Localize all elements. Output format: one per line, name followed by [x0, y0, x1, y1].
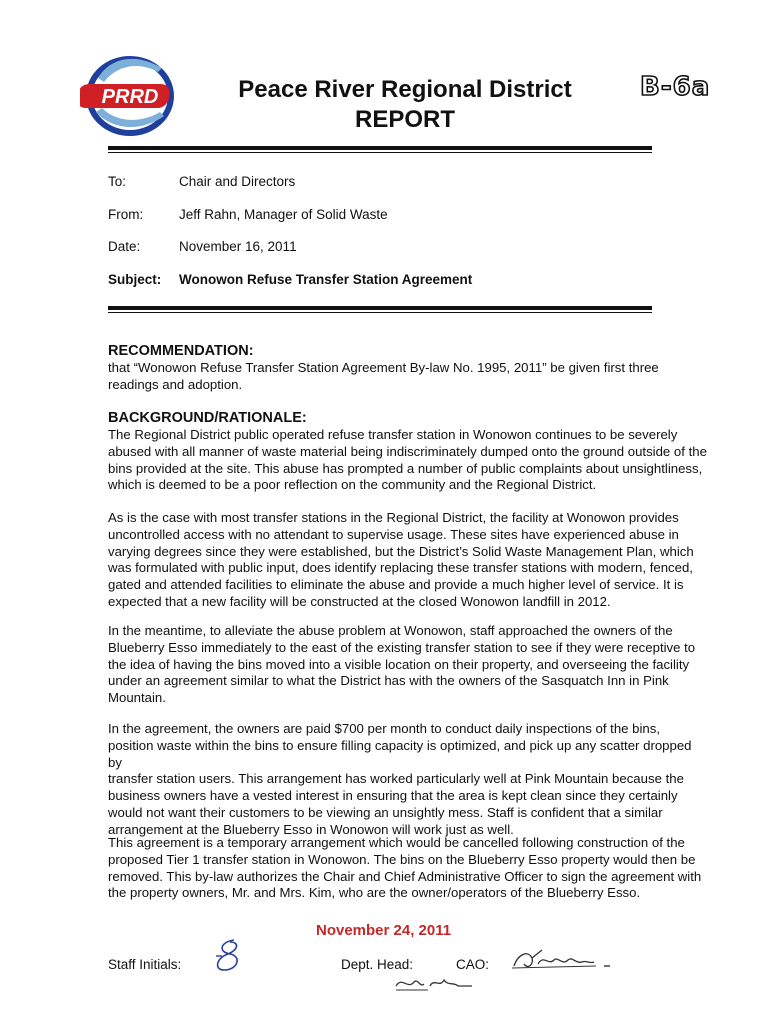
- text-line: which is deemed to be a poor reflection on the community and the Regional District.: [108, 477, 597, 493]
- subject-value: Wonowon Refuse Transfer Station Agreement: [179, 272, 473, 287]
- text-line: In the agreement, the owners are paid $700 per month to conduct daily inspections of the bins,: [108, 721, 661, 736]
- cao-signature: [508, 944, 612, 976]
- background-paragraph-5: [108, 835, 708, 902]
- dept-head-signature: [392, 970, 476, 996]
- text-line: gated and attended facilities to eliminate the abuse and provide a much higher level of service. It is: [108, 577, 684, 593]
- from-label: From:: [108, 207, 144, 222]
- background-paragraph-1: [108, 427, 708, 494]
- text-line: abused with all manner of waste material being indiscriminately dumped onto the ground outside of the: [108, 443, 707, 459]
- subject-label: Subject:: [108, 272, 162, 287]
- background-heading: BACKGROUND/RATIONALE:: [108, 410, 307, 426]
- background-paragraph-4: [108, 721, 708, 839]
- text-line: the property owners, Mr. and Mrs. Kim, who are the owner/operators of the Blueberry Esso.: [108, 885, 641, 901]
- text-line: Mountain.: [108, 690, 166, 706]
- staff-initials-signature: [208, 936, 248, 976]
- text-line: that “Wonowon Refuse Transfer Station Agreement By-law No. 1995, 2011” be given first three: [108, 360, 659, 375]
- text-line: The Regional District public operated refuse transfer station in Wonowon continues to be severely: [108, 427, 678, 442]
- date-value: November 16, 2011: [179, 239, 297, 254]
- memo-divider: [108, 306, 652, 310]
- text-line: As is the case with most transfer stations in the Regional District, the facility at Wonowon provides: [108, 510, 679, 525]
- text-line: transfer station users. This arrangement has worked particularly well at Pink Mountain because the: [108, 771, 684, 787]
- report-org-title: Peace River Regional District: [238, 76, 572, 103]
- document-code: B-6a: [640, 72, 711, 102]
- text-line: removed. This by-law authorizes the Chair and Chief Administrative Officer to sign the agreement with: [108, 868, 702, 884]
- received-date-stamp: November 24, 2011: [316, 922, 452, 939]
- text-line: the idea of having the bins moved into a visible location on their property, and overseeing the facility: [108, 656, 690, 672]
- cao-label: CAO:: [456, 957, 490, 972]
- text-line: This agreement is a temporary arrangement which would be cancelled following construction of the: [108, 835, 685, 850]
- prrd-logo: [80, 48, 180, 140]
- text-line: bins provided at the site. This abuse has prompted a number of public complaints about unsightliness,: [108, 460, 703, 476]
- text-line: uncontrolled access with no attendant to supervise usage. These sites have experienced abuse in: [108, 526, 679, 542]
- text-line: In the meantime, to alleviate the abuse problem at Wonowon, staff approached the owners of the: [108, 623, 673, 638]
- text-line: varying degrees since they were established, but the District’s Solid Waste Management Plan, which: [108, 543, 694, 559]
- text-line: Blueberry Esso immediately to the east of the existing transfer station to see if they were receptive to: [108, 639, 696, 655]
- recommendation-text: [108, 360, 708, 394]
- text-line: position waste within the bins to ensure filling capacity is optimized, and pick up any scatter dropped by: [108, 737, 692, 770]
- to-label: To:: [108, 174, 127, 189]
- memo-divider-thin: [108, 312, 652, 313]
- text-line: proposed Tier 1 transfer station in Wonowon. The bins on the Blueberry Esso property would then be: [108, 851, 696, 867]
- report-type-title: REPORT: [354, 106, 455, 133]
- text-line: readings and adoption.: [108, 376, 243, 392]
- header-divider: [108, 146, 652, 150]
- text-line: would not want their customers to be viewing an unsightly mess. Staff is confident that a similar: [108, 804, 663, 820]
- date-label: Date:: [108, 239, 141, 254]
- text-line: expected that a new facility will be constructed at the closed Wonowon landfill in 2012.: [108, 593, 611, 609]
- background-paragraph-3: [108, 623, 708, 707]
- recommendation-heading: RECOMMENDATION:: [108, 343, 254, 359]
- text-line: was formulated with public input, does identify replacing these transfer stations with modern, fenced,: [108, 560, 693, 576]
- text-line: business owners have a vested interest in ensuring that the area is kept clean since they certainly: [108, 788, 678, 804]
- svg-text:PRRD: PRRD: [101, 86, 159, 108]
- text-line: arrangement at the Blueberry Esso in Wonowon will work just as well.: [108, 821, 514, 837]
- header-divider-thin: [108, 152, 652, 153]
- text-line: under an agreement similar to what the District has with the owners of the Sasquatch Inn in Pink: [108, 673, 669, 689]
- background-paragraph-2: [108, 510, 708, 611]
- dept-head-label: Dept. Head:: [341, 957, 414, 972]
- staff-initials-label: Staff Initials:: [108, 957, 182, 972]
- from-value: Jeff Rahn, Manager of Solid Waste: [179, 207, 388, 222]
- to-value: Chair and Directors: [179, 174, 296, 189]
